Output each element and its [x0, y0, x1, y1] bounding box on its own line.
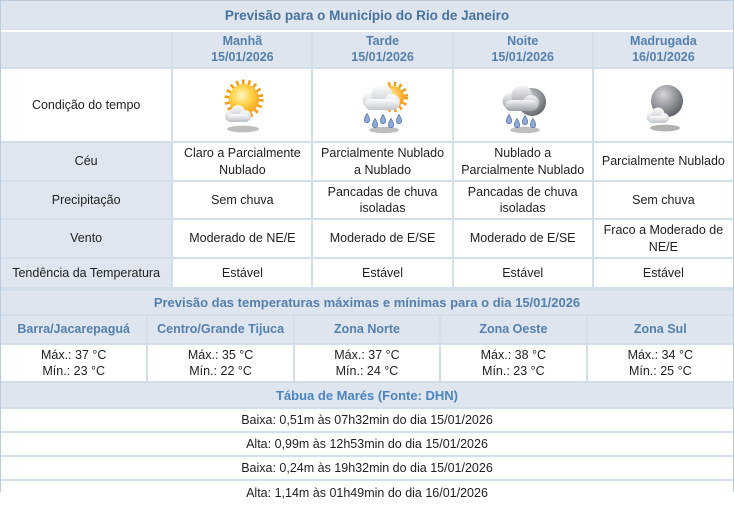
mostly-cloudy-night-icon — [627, 75, 699, 135]
forecast-table — [1, 32, 733, 289]
zone-temps-barra — [1, 344, 147, 383]
condition-cell-madrugada — [593, 68, 733, 142]
max-temp: Máx.: 35 °C — [187, 347, 254, 362]
precipitation-noite: Pancadas de chuva isoladas — [453, 181, 593, 220]
temperatures-section-title: Previsão das temperaturas máximas e mínimas para o dia 15/01/2026 — [1, 289, 733, 316]
period-date: 16/01/2026 — [632, 49, 695, 64]
rain-showers-with-sun-icon — [347, 75, 419, 135]
wind-row — [1, 219, 733, 258]
row-label-ceu: Céu — [1, 142, 172, 181]
zone-temps-norte — [294, 344, 440, 383]
zone-header-centro: Centro/Grande Tijuca — [147, 316, 293, 344]
zone-header-oeste: Zona Oeste — [440, 316, 586, 344]
zone-header-norte: Zona Norte — [294, 316, 440, 344]
period-date: 15/01/2026 — [211, 49, 274, 64]
period-label: Madrugada — [630, 34, 697, 48]
min-temp: Mín.: 24 °C — [335, 364, 399, 378]
period-label: Noite — [507, 34, 539, 48]
tide-entry-low-1: Baixa: 0,51m às 07h32min do dia 15/01/2026 — [1, 409, 733, 433]
period-date: 15/01/2026 — [351, 49, 414, 64]
sky-madrugada: Parcialmente Nublado — [593, 142, 733, 181]
period-date: 15/01/2026 — [491, 49, 554, 64]
min-temp: Mín.: 25 °C — [628, 364, 692, 378]
sky-noite: Nublado a Parcialmente Nublado — [453, 142, 593, 181]
row-label-condicao-do-tempo: Condição do tempo — [1, 68, 172, 142]
tide-entry-high-2: Alta: 1,14m às 01h49min do dia 16/01/2026 — [1, 481, 733, 505]
max-temp: Máx.: 37 °C — [40, 347, 107, 362]
sun-with-small-cloud-icon — [206, 75, 278, 135]
min-temp: Mín.: 23 °C — [482, 364, 545, 378]
period-label: Manhã — [222, 34, 263, 48]
condition-cell-noite — [453, 68, 593, 142]
min-temp: Mín.: 22 °C — [189, 364, 252, 378]
column-header-madrugada — [593, 32, 733, 68]
condition-cell-manha — [172, 68, 312, 142]
row-label-tendencia: Tendência da Temperatura — [1, 258, 172, 288]
column-header-noite — [453, 32, 593, 68]
precipitation-row — [1, 181, 733, 220]
zone-header-barra: Barra/Jacarepaguá — [1, 316, 147, 344]
min-temp: Mín.: 23 °C — [42, 364, 106, 378]
precipitation-madrugada: Sem chuva — [593, 181, 733, 220]
rain-showers-night-cloud-icon — [487, 75, 559, 135]
corner-cell — [1, 32, 172, 68]
zone-header-row — [1, 316, 733, 344]
sky-row — [1, 142, 733, 181]
tide-entry-low-2: Baixa: 0,24m às 19h32min do dia 15/01/2026 — [1, 457, 733, 481]
trend-manha: Estável — [172, 258, 312, 288]
zone-temps-sul — [587, 344, 733, 383]
page-title: Previsão para o Município do Rio de Janeiro — [1, 1, 733, 32]
temperature-trend-row — [1, 258, 733, 288]
zone-temps-centro — [147, 344, 293, 383]
trend-madrugada: Estável — [593, 258, 733, 288]
condition-cell-tarde — [312, 68, 452, 142]
condition-row — [1, 68, 733, 142]
sky-manha: Claro a Parcialmente Nublado — [172, 142, 312, 181]
row-label-precipitacao: Precipitação — [1, 181, 172, 220]
trend-tarde: Estável — [312, 258, 452, 288]
precipitation-manha: Sem chuva — [172, 181, 312, 220]
wind-manha: Moderado de NE/E — [172, 219, 312, 258]
column-header-tarde — [312, 32, 452, 68]
max-temp: Máx.: 38 °C — [480, 347, 547, 362]
row-label-vento: Vento — [1, 219, 172, 258]
zone-temps-oeste — [440, 344, 586, 383]
sky-tarde: Parcialmente Nublado a Nublado — [312, 142, 452, 181]
max-temp: Máx.: 34 °C — [627, 347, 693, 362]
temperature-zones-table — [1, 316, 733, 384]
wind-madrugada: Fraco a Moderado de NE/E — [593, 219, 733, 258]
forecast-header-row — [1, 32, 733, 68]
zone-values-row — [1, 344, 733, 383]
tide-entry-high-1: Alta: 0,99m às 12h53min do dia 15/01/2026 — [1, 433, 733, 457]
precipitation-tarde: Pancadas de chuva isoladas — [312, 181, 452, 220]
wind-tarde: Moderado de E/SE — [312, 219, 452, 258]
wind-noite: Moderado de E/SE — [453, 219, 593, 258]
zone-header-sul: Zona Sul — [587, 316, 733, 344]
tides-section-title: Tábua de Marés (Fonte: DHN) — [1, 383, 733, 409]
max-temp: Máx.: 37 °C — [334, 347, 400, 362]
trend-noite: Estável — [453, 258, 593, 288]
column-header-manha — [172, 32, 312, 68]
period-label: Tarde — [365, 34, 400, 48]
